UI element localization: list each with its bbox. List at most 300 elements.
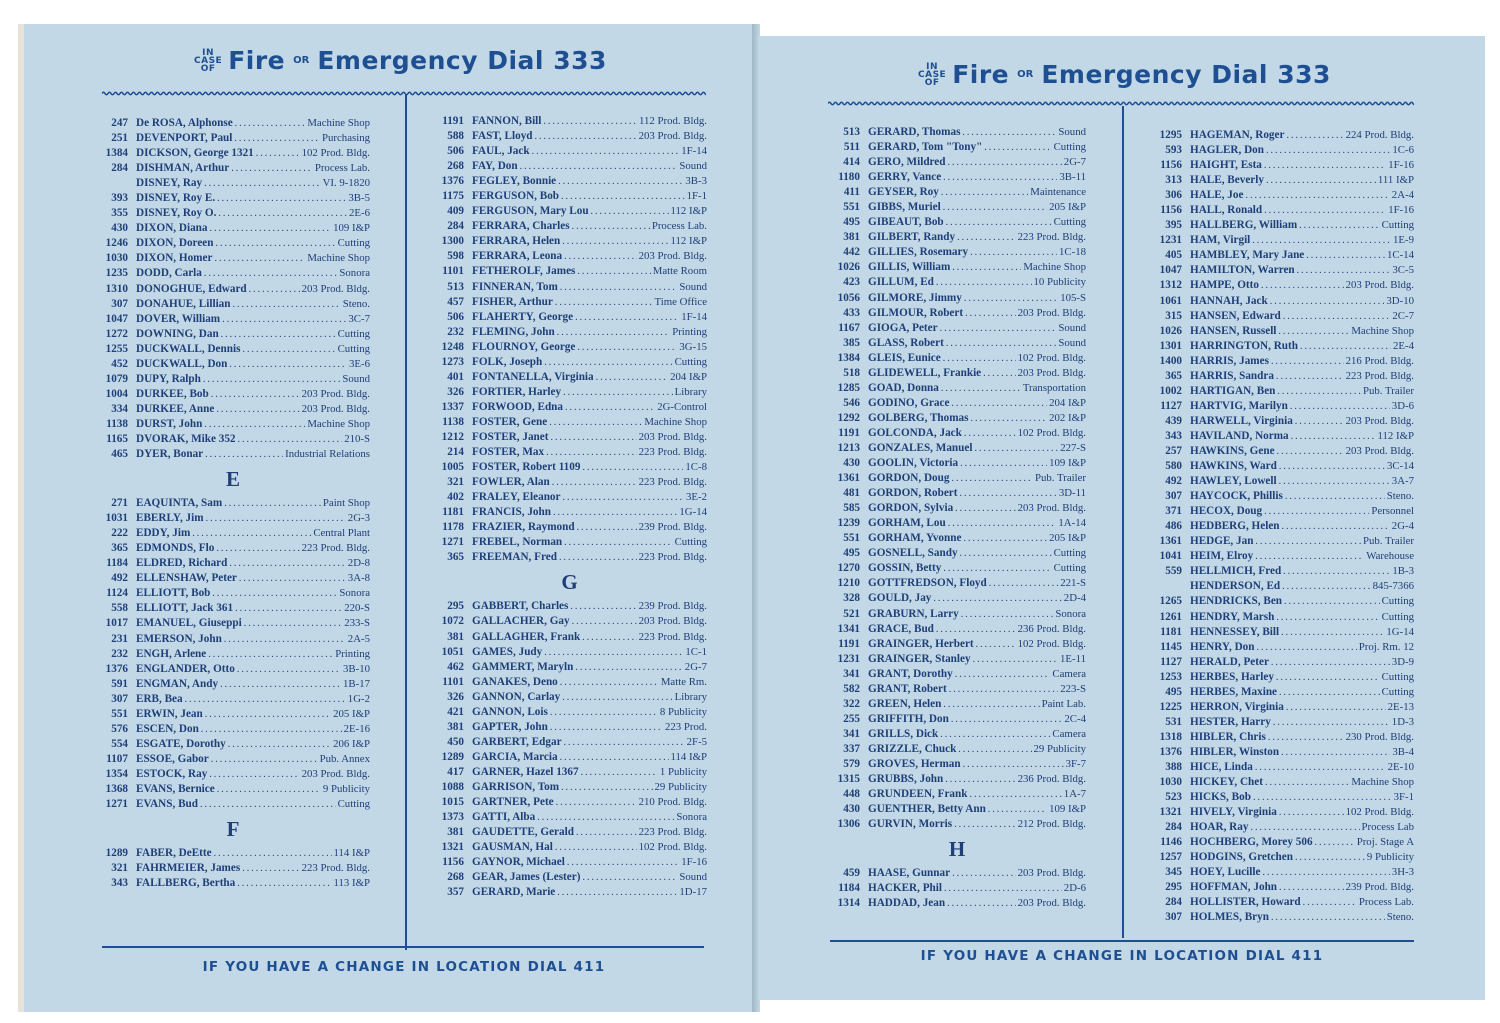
extension-number: 247 bbox=[111, 117, 128, 129]
directory-entry bbox=[432, 445, 707, 460]
employee-name: FAUL, Jack bbox=[472, 145, 530, 158]
extension-number: 1041 bbox=[1159, 550, 1182, 563]
location: Cutting bbox=[1381, 610, 1414, 623]
employee-name: HAM, Virgil bbox=[1190, 234, 1251, 247]
employee-name: ELLENSHAW, Peter bbox=[136, 572, 237, 585]
directory-entry bbox=[432, 825, 707, 840]
location: 2A-4 bbox=[1391, 189, 1414, 202]
leader-dots bbox=[532, 144, 680, 159]
extension-number: 459 bbox=[843, 867, 860, 880]
leader-dots bbox=[544, 645, 683, 660]
employee-name: GOLBERG, Thomas bbox=[868, 411, 969, 424]
directory-entry bbox=[432, 430, 707, 445]
location: Sonora bbox=[339, 267, 370, 280]
location: Camera bbox=[1052, 667, 1086, 680]
directory-entry bbox=[432, 249, 707, 264]
leader-dots bbox=[217, 191, 346, 206]
location: 9 Publicity bbox=[1366, 851, 1414, 864]
leader-dots bbox=[1282, 519, 1390, 534]
employee-name: GABBERT, Charles bbox=[472, 600, 569, 613]
extension-number: 1005 bbox=[441, 461, 464, 474]
leader-dots bbox=[1295, 414, 1344, 429]
location: Cutting bbox=[1381, 670, 1414, 683]
location: 1C-8 bbox=[685, 461, 707, 474]
leader-dots bbox=[960, 486, 1057, 501]
directory-entry bbox=[1150, 429, 1414, 444]
extension-number: 381 bbox=[447, 826, 464, 839]
location: 2G-Control bbox=[657, 400, 707, 413]
location: Machine Shop bbox=[1023, 261, 1086, 274]
directory-entry bbox=[1150, 489, 1414, 504]
leader-dots bbox=[555, 840, 637, 855]
extension-number: 582 bbox=[843, 682, 860, 695]
extension-number: 1376 bbox=[105, 662, 128, 675]
directory-entry bbox=[828, 456, 1086, 471]
extension-number: 1156 bbox=[1160, 204, 1182, 217]
employee-name: DICKSON, George 1321 bbox=[136, 147, 254, 160]
leader-dots bbox=[933, 591, 1061, 606]
location: 224 Prod. Bldg. bbox=[1345, 129, 1414, 141]
location: 1D-17 bbox=[679, 886, 707, 899]
extension-number: 421 bbox=[447, 705, 464, 718]
extension-number: 222 bbox=[111, 527, 128, 540]
directory-entry bbox=[432, 114, 707, 129]
employee-name: GARCIA, Marcia bbox=[472, 750, 558, 763]
in-case-of-label: IN CASE OF bbox=[918, 61, 947, 88]
leader-dots bbox=[549, 415, 642, 430]
employee-name: ESGATE, Dorothy bbox=[136, 737, 226, 750]
location: Cutting bbox=[1381, 219, 1414, 232]
directory-entry bbox=[1150, 519, 1414, 534]
employee-name: FAST, Lloyd bbox=[472, 130, 533, 143]
employee-name: GORHAM, Yvonne bbox=[868, 532, 962, 545]
directory-entry bbox=[1150, 895, 1414, 910]
directory-entry bbox=[828, 321, 1086, 336]
extension-number: 334 bbox=[111, 402, 128, 415]
leader-dots bbox=[575, 660, 682, 675]
leader-dots bbox=[204, 266, 338, 281]
extension-number: 593 bbox=[1165, 144, 1182, 157]
directory-entry bbox=[1150, 263, 1414, 278]
leader-dots bbox=[557, 325, 671, 340]
employee-name: HERBES, Maxine bbox=[1190, 685, 1278, 698]
directory-entry bbox=[432, 735, 707, 750]
location: 203 Prod. Bldg. bbox=[1345, 414, 1414, 427]
leader-dots bbox=[961, 607, 1054, 622]
location: 112 I&P bbox=[1377, 429, 1414, 442]
extension-number: 1257 bbox=[1159, 851, 1182, 864]
employee-name: GRAINGER, Herbert bbox=[868, 637, 974, 650]
leader-dots bbox=[951, 712, 1063, 727]
location: 223 Prod. Bldg. bbox=[638, 476, 707, 489]
extension-number: 1156 bbox=[1160, 159, 1182, 172]
extension-number: 1051 bbox=[441, 645, 464, 658]
extension-number: 1107 bbox=[106, 752, 128, 765]
leader-dots bbox=[560, 750, 669, 765]
extension-number: 315 bbox=[1165, 309, 1182, 322]
leader-dots bbox=[1300, 339, 1391, 354]
extension-number: 402 bbox=[447, 491, 464, 504]
location: Process Lab bbox=[1361, 821, 1414, 834]
or-label: OR bbox=[1017, 69, 1034, 80]
directory-entry bbox=[828, 366, 1086, 381]
location: Library bbox=[674, 385, 707, 398]
extension-number: 1321 bbox=[441, 841, 464, 854]
location: 230 Prod. Bldg. bbox=[1345, 730, 1414, 743]
location: 1B-17 bbox=[343, 677, 370, 690]
leader-dots bbox=[945, 772, 1015, 787]
employee-name: FERRARA, Helen bbox=[472, 235, 561, 248]
employee-name: FERRARA, Charles bbox=[472, 220, 570, 233]
extension-number: 1361 bbox=[837, 472, 860, 485]
leader-dots bbox=[943, 170, 1057, 185]
location: Machine Shop bbox=[1351, 776, 1414, 789]
extension-number: 1127 bbox=[1160, 655, 1182, 668]
directory-entry bbox=[96, 266, 370, 281]
leader-dots bbox=[581, 765, 658, 780]
leader-dots bbox=[944, 881, 1062, 896]
employee-name: GROVES, Herman bbox=[868, 757, 961, 770]
employee-name: FAY, Don bbox=[472, 160, 518, 173]
employee-name: GILMORE, Jimmy bbox=[868, 291, 962, 304]
employee-name: HARRINGTON, Ruth bbox=[1190, 339, 1298, 352]
extension-number: 1321 bbox=[1159, 806, 1182, 819]
extension-number: 591 bbox=[111, 677, 128, 690]
directory-entry bbox=[828, 170, 1086, 185]
directory-entry bbox=[96, 387, 370, 402]
employee-name: GRUNDEEN, Frank bbox=[868, 788, 968, 801]
location: Cutting bbox=[337, 342, 370, 355]
extension-number: 1191 bbox=[442, 115, 464, 127]
employee-name: GARBERT, Edgar bbox=[472, 735, 562, 748]
directory-entry bbox=[432, 720, 707, 735]
leader-dots bbox=[216, 541, 299, 556]
emergency-header-right bbox=[918, 60, 1331, 89]
employee-name: GLEIS, Eunice bbox=[868, 351, 941, 364]
directory-entry bbox=[1150, 278, 1414, 293]
directory-entry bbox=[96, 146, 370, 161]
extension-number: 1285 bbox=[837, 381, 860, 394]
leader-dots bbox=[948, 155, 1062, 170]
directory-entry bbox=[96, 722, 370, 737]
extension-number: 322 bbox=[843, 697, 860, 710]
location: 203 Prod. Bldg. bbox=[638, 615, 707, 628]
leader-dots bbox=[229, 357, 347, 372]
location: Cutting bbox=[337, 798, 370, 811]
employee-name: GOTTFREDSON, Floyd bbox=[868, 577, 987, 590]
directory-entry bbox=[1150, 474, 1414, 489]
location: 1F-16 bbox=[681, 856, 707, 869]
directory-entry bbox=[96, 752, 370, 767]
leader-dots bbox=[946, 215, 1052, 230]
directory-entry bbox=[828, 772, 1086, 787]
extension-number: 576 bbox=[111, 722, 128, 735]
employee-name: EVANS, Bernice bbox=[136, 782, 215, 795]
directory-entry bbox=[1150, 369, 1414, 384]
employee-name: ERWIN, Jean bbox=[136, 707, 203, 720]
extension-number: 1184 bbox=[838, 882, 860, 895]
extension-number: 1400 bbox=[1159, 354, 1182, 367]
extension-number: 546 bbox=[843, 396, 860, 409]
leader-dots bbox=[1265, 775, 1349, 790]
extension-number: 1002 bbox=[1159, 384, 1182, 397]
leader-dots bbox=[1281, 625, 1384, 640]
leader-dots bbox=[575, 310, 679, 325]
extension-number: 417 bbox=[447, 765, 464, 778]
leader-dots bbox=[946, 336, 1057, 351]
directory-entry bbox=[432, 234, 707, 249]
right-page bbox=[758, 36, 1485, 1000]
extension-number: 1101 bbox=[442, 265, 464, 278]
extension-number: 1167 bbox=[838, 321, 860, 334]
location: Process Lab. bbox=[314, 162, 370, 175]
directory-entry bbox=[1150, 715, 1414, 730]
location: Printing bbox=[335, 647, 370, 660]
employee-name: HERRON, Virginia bbox=[1190, 700, 1284, 713]
leader-dots bbox=[941, 381, 1021, 396]
location: Cutting bbox=[1053, 547, 1086, 560]
employee-name: GRIZZLE, Chuck bbox=[868, 742, 957, 755]
extension-number: 1191 bbox=[838, 426, 860, 439]
leader-dots bbox=[1276, 670, 1380, 685]
location: 1F-1 bbox=[686, 190, 707, 203]
directory-entry bbox=[432, 810, 707, 825]
extension-number: 1270 bbox=[837, 562, 860, 575]
extension-number: 1146 bbox=[1160, 836, 1182, 849]
extension-number: 232 bbox=[447, 325, 464, 338]
extension-number: 393 bbox=[111, 192, 128, 205]
location: VI. 9-1820 bbox=[322, 177, 370, 190]
directory-entry bbox=[1150, 745, 1414, 760]
location: 113 I&P bbox=[333, 877, 370, 890]
extension-number: 231 bbox=[111, 632, 128, 645]
leader-dots bbox=[936, 275, 1032, 290]
leader-dots bbox=[577, 520, 637, 535]
location: 203 Prod. Bldg. bbox=[1017, 867, 1086, 880]
section-letter: H bbox=[948, 837, 966, 862]
directory-entry bbox=[432, 750, 707, 765]
leader-dots bbox=[974, 441, 1058, 456]
directory-entry bbox=[432, 295, 707, 310]
location: 221-S bbox=[1060, 577, 1086, 590]
employee-name: HANSEN, Edward bbox=[1190, 309, 1281, 322]
location: 239 Prod. Bldg. bbox=[638, 600, 707, 613]
directory-entry bbox=[96, 586, 370, 601]
leader-dots bbox=[1277, 444, 1344, 459]
leader-dots bbox=[1286, 128, 1343, 143]
location: Proj. Stage A bbox=[1356, 836, 1414, 849]
leader-dots bbox=[561, 780, 652, 795]
extension-number: 409 bbox=[447, 205, 464, 218]
extension-number: 307 bbox=[1165, 911, 1182, 924]
extension-number: 1261 bbox=[1159, 610, 1182, 623]
directory-entry bbox=[96, 116, 370, 131]
directory-entry bbox=[828, 291, 1086, 306]
extension-number: 313 bbox=[1165, 174, 1182, 187]
employee-name: GAUSMAN, Hal bbox=[472, 841, 553, 854]
leader-dots bbox=[1252, 233, 1391, 248]
leader-dots bbox=[1279, 459, 1385, 474]
location: Sonora bbox=[1055, 607, 1086, 620]
leader-dots bbox=[964, 426, 1016, 441]
directory-entry bbox=[96, 846, 370, 861]
employee-name: HOLLISTER, Howard bbox=[1190, 896, 1301, 909]
extension-number: 1368 bbox=[105, 782, 128, 795]
leader-dots bbox=[1270, 294, 1385, 309]
extension-number: 341 bbox=[843, 727, 860, 740]
location: Sonora bbox=[339, 587, 370, 600]
directory-entry bbox=[828, 561, 1086, 576]
location: 3B-10 bbox=[343, 662, 370, 675]
location: 220-S bbox=[344, 602, 370, 615]
employee-name: GORDON, Sylvia bbox=[868, 502, 954, 515]
leader-dots bbox=[1276, 369, 1344, 384]
location: 3F-7 bbox=[1065, 757, 1086, 770]
leader-dots bbox=[237, 662, 341, 677]
leader-dots bbox=[1299, 218, 1379, 233]
location: 1D-3 bbox=[1391, 715, 1414, 728]
directory-entry bbox=[432, 660, 707, 675]
employee-name: DIXON, Homer bbox=[136, 252, 213, 265]
directory-entry bbox=[828, 637, 1086, 652]
leader-dots bbox=[205, 707, 331, 722]
leader-dots bbox=[943, 561, 1051, 576]
extension-number: 1165 bbox=[106, 432, 128, 445]
employee-name: GILLUM, Ed bbox=[868, 276, 934, 289]
extension-number: 1101 bbox=[442, 675, 464, 688]
employee-name: HOAR, Ray bbox=[1190, 821, 1249, 834]
directory-entry bbox=[432, 870, 707, 885]
directory-entry bbox=[432, 204, 707, 219]
leader-dots bbox=[941, 185, 1028, 200]
location: 205 I&P bbox=[333, 707, 370, 720]
location: Cutting bbox=[1053, 141, 1086, 154]
extension-number: 1015 bbox=[441, 796, 464, 809]
directory-entry bbox=[1150, 730, 1414, 745]
location: 205 I&P bbox=[1049, 201, 1086, 214]
extension-number: 1072 bbox=[441, 615, 464, 628]
directory-entry bbox=[828, 381, 1086, 396]
directory-entry bbox=[432, 795, 707, 810]
leader-dots bbox=[1279, 685, 1380, 700]
directory-entry bbox=[1150, 414, 1414, 429]
directory-entry bbox=[828, 125, 1086, 140]
directory-entry bbox=[1150, 248, 1414, 263]
location: 203 Prod. Bldg. bbox=[638, 130, 707, 143]
employee-name: GILLIS, William bbox=[868, 261, 951, 274]
extension-number: 268 bbox=[447, 871, 464, 884]
location: Sound bbox=[1058, 321, 1086, 334]
employee-name: DONAHUE, Lillian bbox=[136, 297, 231, 310]
leader-dots bbox=[971, 411, 1048, 426]
employee-name: HERBES, Harley bbox=[1190, 670, 1274, 683]
leader-dots bbox=[1264, 158, 1386, 173]
employee-name: FABER, DeEtte bbox=[136, 847, 212, 860]
employee-name: GALLACHER, Gay bbox=[472, 615, 570, 628]
location: Industrial Relations bbox=[285, 448, 370, 461]
extension-number: 1026 bbox=[837, 261, 860, 274]
employee-name: DISNEY, Roy O. bbox=[136, 207, 217, 220]
directory-entry bbox=[432, 189, 707, 204]
directory-entry bbox=[1150, 865, 1414, 880]
leader-dots bbox=[1261, 278, 1344, 293]
directory-entry bbox=[96, 767, 370, 782]
leader-dots bbox=[1279, 880, 1344, 895]
leader-dots bbox=[973, 652, 1058, 667]
directory-entry bbox=[96, 372, 370, 387]
leader-dots bbox=[204, 417, 305, 432]
extension-number: 521 bbox=[843, 607, 860, 620]
extension-number: 430 bbox=[843, 457, 860, 470]
directory-entry bbox=[828, 727, 1086, 742]
leader-dots bbox=[224, 632, 346, 647]
employee-name: HARRIS, James bbox=[1190, 354, 1269, 367]
leader-dots bbox=[988, 802, 1047, 817]
employee-name: HAIGHT, Esta bbox=[1190, 159, 1262, 172]
directory-entry bbox=[432, 144, 707, 159]
leader-dots bbox=[1271, 354, 1344, 369]
employee-name: GOLCONDA, Jack bbox=[868, 426, 962, 439]
location: 2C-4 bbox=[1064, 712, 1086, 725]
employee-name: HAMPE, Otto bbox=[1190, 279, 1259, 292]
directory-entry bbox=[828, 275, 1086, 290]
employee-name: HADDAD, Jean bbox=[868, 897, 946, 910]
directory-entry bbox=[828, 426, 1086, 441]
employee-name: FEGLEY, Bonnie bbox=[472, 175, 557, 188]
extension-number: 257 bbox=[1165, 444, 1182, 457]
extension-number: 1337 bbox=[441, 400, 464, 413]
extension-number: 1314 bbox=[837, 897, 860, 910]
directory-entry bbox=[1150, 294, 1414, 309]
directory-entry bbox=[828, 787, 1086, 802]
employee-name: FERGUSON, Bob bbox=[472, 190, 560, 203]
employee-name: FOSTER, Janet bbox=[472, 430, 549, 443]
extension-number: 1272 bbox=[105, 327, 128, 340]
location: 2G-7 bbox=[684, 660, 707, 673]
directory-entry bbox=[432, 505, 707, 520]
extension-number: 430 bbox=[111, 222, 128, 235]
leader-dots bbox=[1256, 640, 1356, 655]
location: 112 I&P bbox=[670, 205, 707, 218]
leader-dots bbox=[550, 705, 658, 720]
employee-name: HALL, Ronald bbox=[1190, 204, 1263, 217]
directory-entry bbox=[828, 591, 1086, 606]
employee-name: HOCHBERG, Morey 506 bbox=[1190, 836, 1313, 849]
leader-dots bbox=[940, 321, 1057, 336]
extension-number: 1079 bbox=[105, 372, 128, 385]
location: Machine Shop bbox=[1351, 324, 1414, 337]
leader-dots bbox=[560, 675, 659, 690]
directory-entry bbox=[96, 616, 370, 631]
location: 3E-6 bbox=[349, 357, 370, 370]
leader-dots bbox=[564, 249, 636, 264]
leader-dots bbox=[1255, 534, 1361, 549]
directory-entry bbox=[96, 327, 370, 342]
directory-entry bbox=[828, 576, 1086, 591]
extension-number: 1004 bbox=[105, 387, 128, 400]
employee-name: HAWLEY, Lowell bbox=[1190, 475, 1277, 488]
location: 1E-9 bbox=[1393, 234, 1414, 247]
location: Camera bbox=[1052, 727, 1086, 740]
extension-number: 1181 bbox=[442, 506, 464, 519]
directory-entry bbox=[96, 632, 370, 647]
employee-name: GILLIES, Rosemary bbox=[868, 246, 969, 259]
location: 3A-7 bbox=[1391, 475, 1414, 488]
directory-entry bbox=[828, 697, 1086, 712]
leader-dots bbox=[1279, 474, 1390, 489]
location: 3A-8 bbox=[347, 572, 370, 585]
location: 1C-14 bbox=[1387, 249, 1414, 262]
